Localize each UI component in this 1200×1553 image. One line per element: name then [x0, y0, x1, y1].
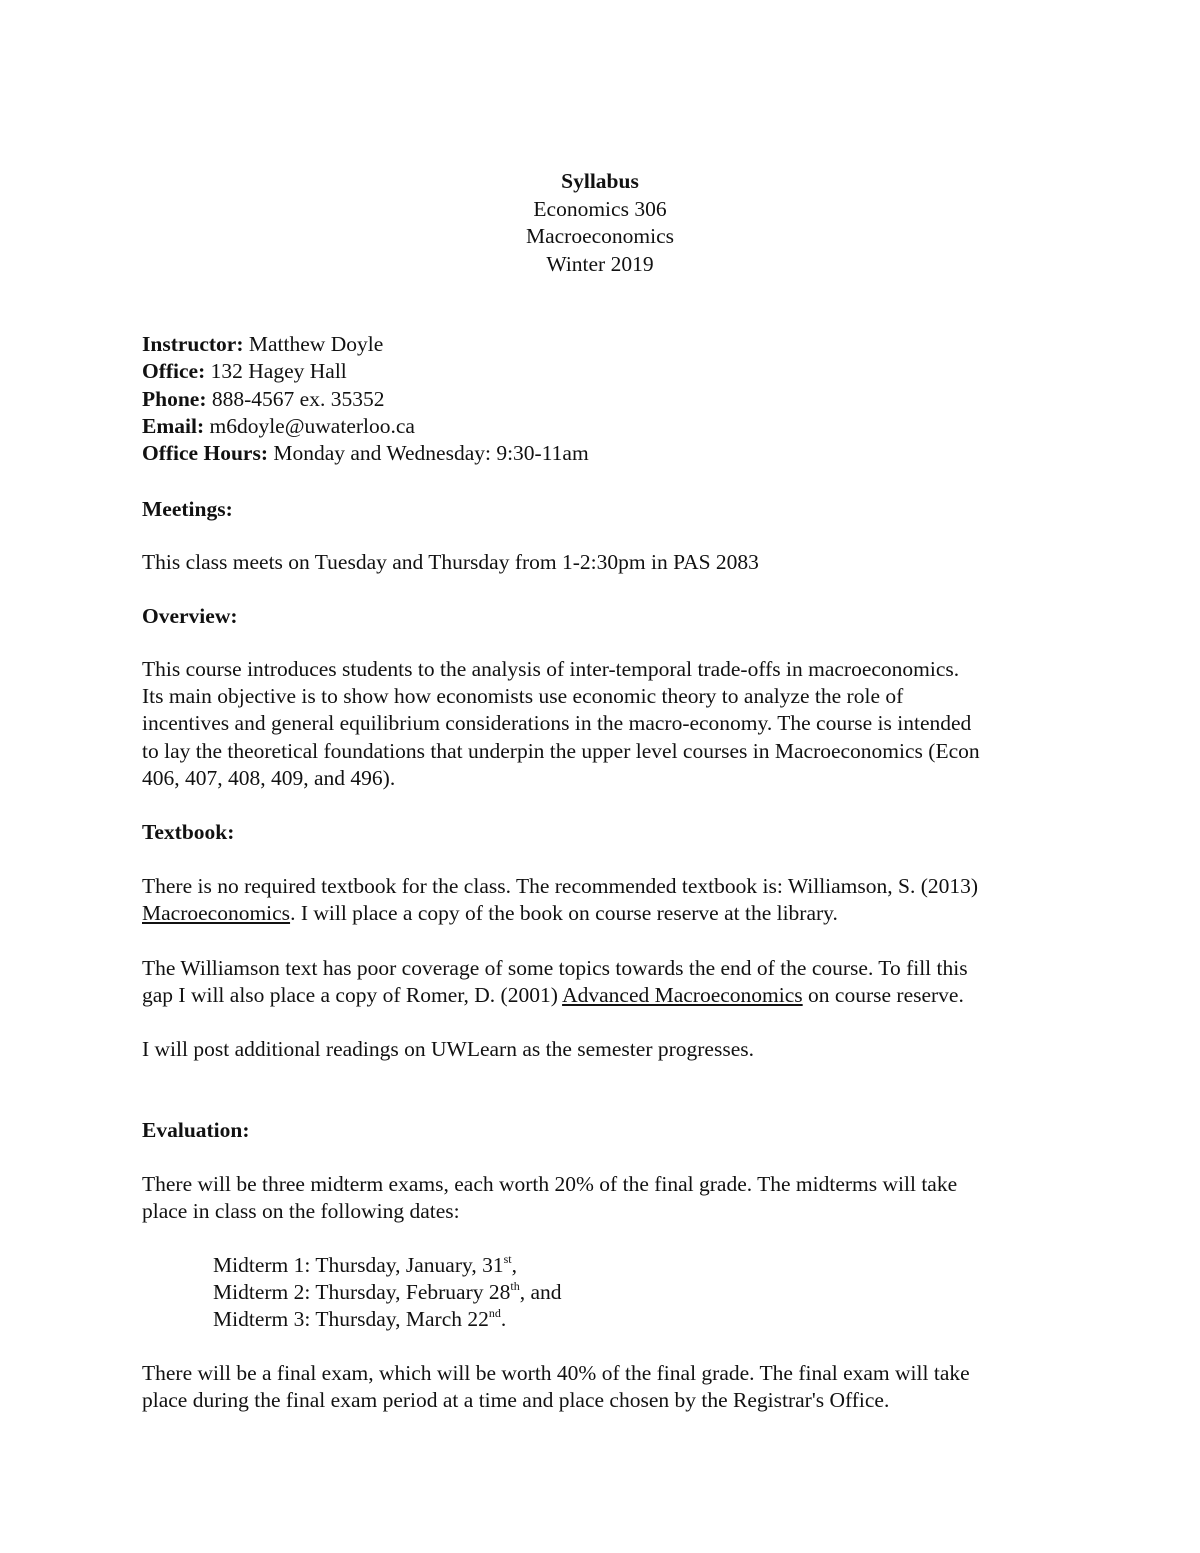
- phone-value: 888-4567 ex. 35352: [211, 387, 385, 411]
- overview-line: to lay the theoretical foundations that underpin the upper level courses in Macroeconomics (Econ: [142, 739, 980, 763]
- office-value: 132 Hagey Hall: [210, 359, 347, 383]
- evaluation-line: place during the final exam period at a time and place chosen by the Registrar's Office.: [142, 1388, 890, 1412]
- overview-line: incentives and general equilibrium considerations in the macro-economy. The course is intended: [142, 711, 972, 735]
- course-term: Winter 2019: [546, 252, 654, 276]
- evaluation-line: There will be three midterm exams, each worth 20% of the final grade. The midterms will take: [142, 1172, 958, 1196]
- overview-line: Its main objective is to show how economists use economic theory to analyze the role of: [142, 684, 904, 708]
- midterm-item: Midterm 3: Thursday, March 22nd.: [213, 1306, 507, 1331]
- textbook-line: gap I will also place a copy of Romer, D. (2001) Advanced Macroeconomics on course reserve.: [142, 983, 964, 1007]
- office-hours-line: [142, 441, 589, 466]
- overview-line: 406, 407, 408, 409, and 496).: [142, 766, 396, 790]
- meetings-text: This class meets on Tuesday and Thursday from 1-2:30pm in PAS 2083: [142, 550, 759, 574]
- evaluation-heading: Evaluation:: [142, 1118, 250, 1142]
- textbook-line: I will post additional readings on UWLearn as the semester progresses.: [142, 1037, 754, 1061]
- email-line: [142, 414, 415, 439]
- phone-label: Phone:: [142, 387, 207, 411]
- overview-line: This course introduces students to the analysis of inter-temporal trade-offs in macroeconomics.: [142, 657, 960, 681]
- instructor-line: [142, 332, 383, 357]
- email-label: Email:: [142, 414, 205, 438]
- office-hours-value: Monday and Wednesday: 9:30-11am: [273, 441, 589, 465]
- overview-heading: Overview:: [142, 604, 238, 628]
- office-label: Office:: [142, 359, 206, 383]
- textbook-line: Macroeconomics. I will place a copy of the book on course reserve at the library.: [142, 901, 838, 925]
- phone-line: [142, 387, 384, 412]
- textbook-heading: Textbook:: [142, 820, 235, 844]
- office-hours-label: Office Hours:: [142, 441, 268, 465]
- evaluation-line: place in class on the following dates:: [142, 1199, 460, 1223]
- meetings-heading: Meetings:: [142, 497, 233, 521]
- course-name: Macroeconomics: [525, 224, 675, 248]
- evaluation-line: There will be a final exam, which will be worth 40% of the final grade. The final exam will take: [142, 1361, 970, 1385]
- instructor-label: Instructor:: [142, 332, 244, 356]
- instructor-value: Matthew Doyle: [248, 332, 384, 356]
- course-code: Economics 306: [533, 197, 667, 221]
- email-value: m6doyle@uwaterloo.ca: [209, 414, 415, 438]
- document-title: Syllabus: [561, 169, 639, 193]
- office-line: [142, 359, 347, 384]
- textbook-line: There is no required textbook for the class. The recommended textbook is: Williamson, S. (2013): [142, 874, 979, 898]
- textbook-line: The Williamson text has poor coverage of some topics towards the end of the course. To fill this: [142, 956, 968, 980]
- book-title: Macroeconomics: [142, 901, 291, 925]
- midterm-item: Midterm 1: Thursday, January, 31st,: [213, 1252, 517, 1277]
- midterm-item: Midterm 2: Thursday, February 28th, and: [213, 1279, 562, 1304]
- book-title: Advanced Macroeconomics: [562, 983, 803, 1007]
